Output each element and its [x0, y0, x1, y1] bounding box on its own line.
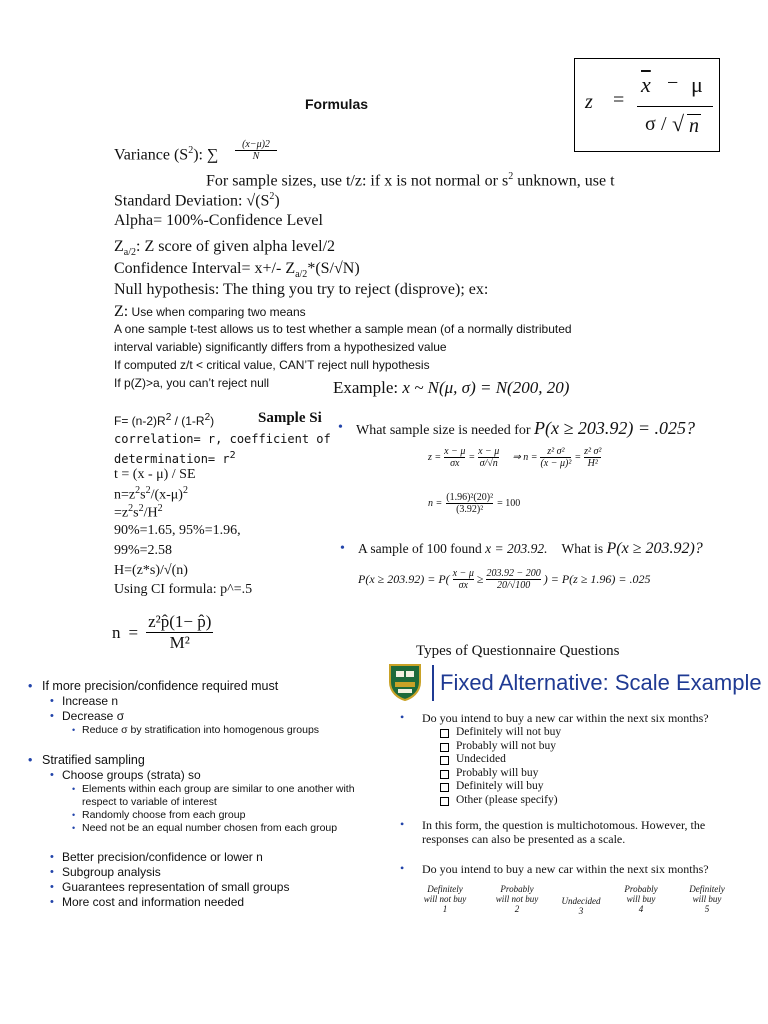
scale-option[interactable] [410, 884, 480, 914]
sample-sizes-end: unknown, use t [513, 172, 615, 190]
multichotomous-line-1: In this form, the question is multichotomous. However, the [422, 818, 706, 832]
scale-option[interactable] [672, 884, 742, 914]
scale-number: 3 [578, 906, 584, 916]
variance-rest: ): ∑ [193, 146, 219, 164]
deriv-frac2-den: σ/√n [479, 458, 498, 469]
ci-sub: a/2 [295, 269, 308, 281]
question-intend: Do you intend to buy a new car within the next six months? [422, 711, 709, 725]
correlation-line-1: correlation= r, coefficient of [114, 432, 331, 446]
deriv-frac2-num: x − μ [478, 446, 500, 457]
n-prop-eq: = [128, 622, 139, 642]
variance-fraction [235, 139, 277, 162]
example-formula: x ~ N(μ, σ) = N(200, 20) [402, 378, 570, 397]
variance-line [114, 145, 218, 164]
scale-number: 2 [514, 904, 520, 914]
prob-c-num: 203.92 − 200 [486, 568, 541, 579]
options-checklist [436, 726, 561, 807]
list-item: • Guarantees representation of small groups [24, 880, 374, 895]
n-formula-2: $=z^2s^2/H^2$ [114, 503, 163, 521]
questionnaire-heading: Types of Questionnaire Questions [416, 643, 620, 659]
n-calc-result: = 100 [497, 498, 521, 509]
n1-c: /(x-μ) [150, 487, 183, 503]
n-prop-n: n [112, 622, 121, 642]
sample-sizes-text: For sample sizes, use t/z: if x is not normal or s [206, 172, 509, 190]
checkbox-option[interactable]: Probably will not buy [436, 740, 561, 754]
deriv-frac4-num: z² σ² [584, 446, 602, 457]
university-shield-icon [387, 662, 423, 702]
list-item: • Elements within each group are similar to one another with [24, 783, 404, 796]
question-2-what: What is [561, 541, 607, 556]
f-text: F= (n-2)R [114, 414, 166, 428]
ttest-line-1: A one sample t-test allows us to test whether a sample mean (of a normally distributed [114, 322, 572, 336]
percent-line-1: 90%=1.65, 95%=1.96, [114, 523, 241, 538]
multichotomous-line-2: responses can also be presented as a scale. [422, 832, 626, 846]
scale-label-1: Probably [500, 884, 534, 894]
scale-option[interactable] [482, 884, 552, 914]
z-use-text: Use when comparing two means [128, 305, 306, 319]
deriv-arrow: ⇒ n = [512, 452, 538, 463]
scale-label-1: Undecided [561, 896, 601, 906]
correlation-sup: 2 [229, 450, 236, 461]
correlation-text: determination= r [114, 452, 230, 466]
ci-line [114, 260, 360, 280]
fixed-alternative-title: Fixed Alternative: Scale Example [440, 670, 762, 695]
scale-label-2: will not buy [423, 894, 467, 904]
n-calc-den: (3.92)² [456, 504, 484, 515]
z-use-line [114, 303, 306, 321]
n1-b: s [140, 487, 146, 503]
n2-c: /H [143, 505, 158, 521]
bullet-q-intend: • [400, 710, 405, 724]
sample-size-cutoff-heading: Sample Si [258, 410, 322, 426]
list-item: • Stratified sampling [24, 752, 404, 768]
deriv-z: z = [428, 452, 442, 463]
z-score-formula-box [574, 58, 720, 152]
deriv-frac4-den: H² [587, 458, 598, 469]
n-calc-eq: n = [428, 498, 443, 509]
slash: / [661, 113, 667, 135]
scale-label-2: will buy [626, 894, 656, 904]
pz-line: If p(Z)>a, you can’t reject null [114, 376, 270, 390]
list-item: • Reduce σ by stratification into homogenous groups [24, 724, 374, 737]
ttest-line-2: interval variable) significantly differs from a hypothesized value [114, 340, 447, 354]
checkbox-option[interactable]: Other (please specify) [436, 794, 561, 808]
n2-a: =z [114, 505, 129, 521]
scale-number: 1 [442, 904, 448, 914]
n-proportion-formula [112, 612, 213, 653]
example-label: Example: [333, 378, 403, 397]
scale-number: 4 [638, 904, 644, 914]
f-sup: 2 [165, 412, 172, 423]
question-1-text: What sample size is needed for [356, 423, 535, 438]
deriv-frac3-num: z² σ² [540, 446, 571, 458]
scale-label-1: Definitely [427, 884, 463, 894]
zalpha-sub: a/2 [123, 247, 136, 259]
mu-symbol: μ [691, 72, 703, 97]
n-symbol: n [689, 115, 699, 137]
xbar-symbol: $\overline{x}$ [641, 72, 651, 97]
probability-line [358, 568, 651, 591]
list-item: • Choose groups (strata) so [24, 768, 404, 783]
sample-sizes-line [206, 171, 615, 190]
bullet-q2: • [340, 541, 345, 556]
sigma-symbol: σ [645, 113, 656, 135]
question-1-formula: P(x ≥ 203.92) = .025? [534, 418, 696, 438]
precision-list [24, 678, 374, 737]
stratified-list [24, 752, 404, 835]
deriv-frac3-den: (x − μ)² [540, 458, 572, 469]
sqrt-symbol: √ [672, 111, 685, 136]
null-hypothesis-line: Null hypothesis: The thing you try to reject (disprove); ex: [114, 281, 489, 298]
list-item: • Randomly choose from each group [24, 809, 404, 822]
scale-label-2: will buy [692, 894, 722, 904]
ci-pre: Confidence Interval= x+/- Z [114, 260, 296, 277]
question-2-text: A sample of 100 found [358, 541, 486, 556]
list-item: • Need not be an equal number chosen from each group [24, 822, 404, 835]
prob-a: P(x ≥ 203.92) = P( [358, 572, 450, 586]
scale-option[interactable] [606, 884, 676, 914]
n-calculation [428, 492, 520, 515]
std-dev-line [114, 191, 280, 210]
page-title: Formulas [305, 96, 369, 112]
question-1 [356, 418, 695, 439]
bullet-multichotomous: • [400, 817, 405, 831]
prob-c-den: 20/√100 [496, 580, 531, 591]
n-prop-den: M² [169, 633, 190, 652]
f-sup2: 2 [204, 412, 211, 423]
n-calc-num: (1.96)²(20)² [446, 492, 494, 503]
t-formula: t = (x - μ) / SE [114, 467, 196, 482]
zalpha-z: Z [114, 238, 124, 255]
prob-b-den: σx [458, 580, 468, 591]
deriv-frac1-den: σx [450, 458, 460, 469]
n-prop-num: z²p̂(1− p̂) [148, 612, 212, 631]
equals-sign: = [613, 89, 625, 111]
percent-line-2: 99%=2.58 [114, 543, 173, 558]
bullet-q1: • [338, 420, 343, 435]
prob-d: ) = P(z ≥ 1.96) = .025 [543, 572, 651, 586]
checkbox-option[interactable]: Definitely will not buy [436, 726, 561, 740]
list-item: • If more precision/confidence required must [24, 678, 374, 694]
variance-denominator: N [252, 151, 260, 162]
alpha-line: Alpha= 100%-Confidence Level [114, 212, 323, 229]
list-item: • More cost and information needed [24, 895, 374, 910]
benefits-list [24, 850, 374, 910]
scale-label-1: Probably [624, 884, 658, 894]
zalpha-line [114, 238, 335, 258]
minus-sign: − [667, 72, 679, 94]
sample-sizes-sup: 2 [508, 171, 514, 182]
variance-label: Variance (S [114, 146, 189, 164]
derivation: z = $\frac{x - \mu}{\sigma x}$ = $\frac{x - \mu}{\sigma/√n}$ ⇒ n = $\frac{\text{z² σ²}}{\text{(x − μ)²}}$ = $\frac{\text{z² σ²}}{\text{H²}}$ [428, 446, 602, 469]
n-formula-1: $n=z^2s^2/(x-\mu)^2$ [114, 485, 188, 503]
list-item: • Subgroup analysis [24, 865, 374, 880]
z-use-label: Z: [114, 303, 129, 320]
scale-label-2: will not buy [495, 894, 539, 904]
variance-sup: 2 [188, 145, 194, 156]
question-2-formula: P(x ≥ 203.92)? [606, 540, 703, 557]
checkbox-option[interactable]: Probably will buy [436, 767, 561, 781]
std-dev-text: Standard Deviation: √(S [114, 192, 270, 210]
scale-number: 5 [704, 904, 710, 914]
list-item: • Better precision/confidence or lower n [24, 850, 374, 865]
std-dev-sup: 2 [269, 191, 275, 202]
checkbox-option[interactable]: Undecided [436, 753, 561, 767]
ci-formula-note: Using CI formula: p^=.5 [114, 582, 253, 597]
f-formula [114, 412, 214, 428]
n1-a: n=z [114, 487, 136, 503]
bullet-q-intend-2: • [400, 861, 405, 875]
ci-post: *(S/√N) [307, 260, 360, 277]
variance-numerator: (x−μ)2 [235, 139, 277, 151]
f-end: ) [210, 414, 215, 428]
z-symbol: z [585, 91, 593, 113]
std-dev-end: ) [274, 192, 280, 210]
question-intend-2: Do you intend to buy a new car within the next six months? [422, 862, 709, 876]
list-item: • Increase n [24, 694, 374, 709]
question-2 [358, 540, 703, 558]
list-item: respect to variable of interest [82, 796, 217, 808]
title-divider [432, 665, 434, 701]
fraction-bar [637, 106, 713, 107]
f-mid: / (1-R [171, 414, 205, 428]
checkbox-option[interactable]: Definitely will buy [436, 780, 561, 794]
correlation-line-2 [114, 450, 236, 466]
prob-ge: ≥ [476, 572, 484, 586]
h-formula: H=(z*s)/√(n) [114, 563, 188, 578]
deriv-frac1-num: x − μ [444, 446, 466, 457]
list-item: • Decrease σ [24, 709, 374, 724]
zalpha-rest: : Z score of given alpha level/2 [136, 238, 336, 255]
n2-b: s [133, 505, 139, 521]
prob-b-num: x − μ [452, 568, 474, 579]
example-header [333, 378, 569, 398]
question-2-xbar: x = 203.92. [485, 541, 548, 556]
critical-line: If computed z/t < critical value, CAN’T reject null hypothesis [114, 358, 430, 372]
scale-label-1: Definitely [689, 884, 725, 894]
